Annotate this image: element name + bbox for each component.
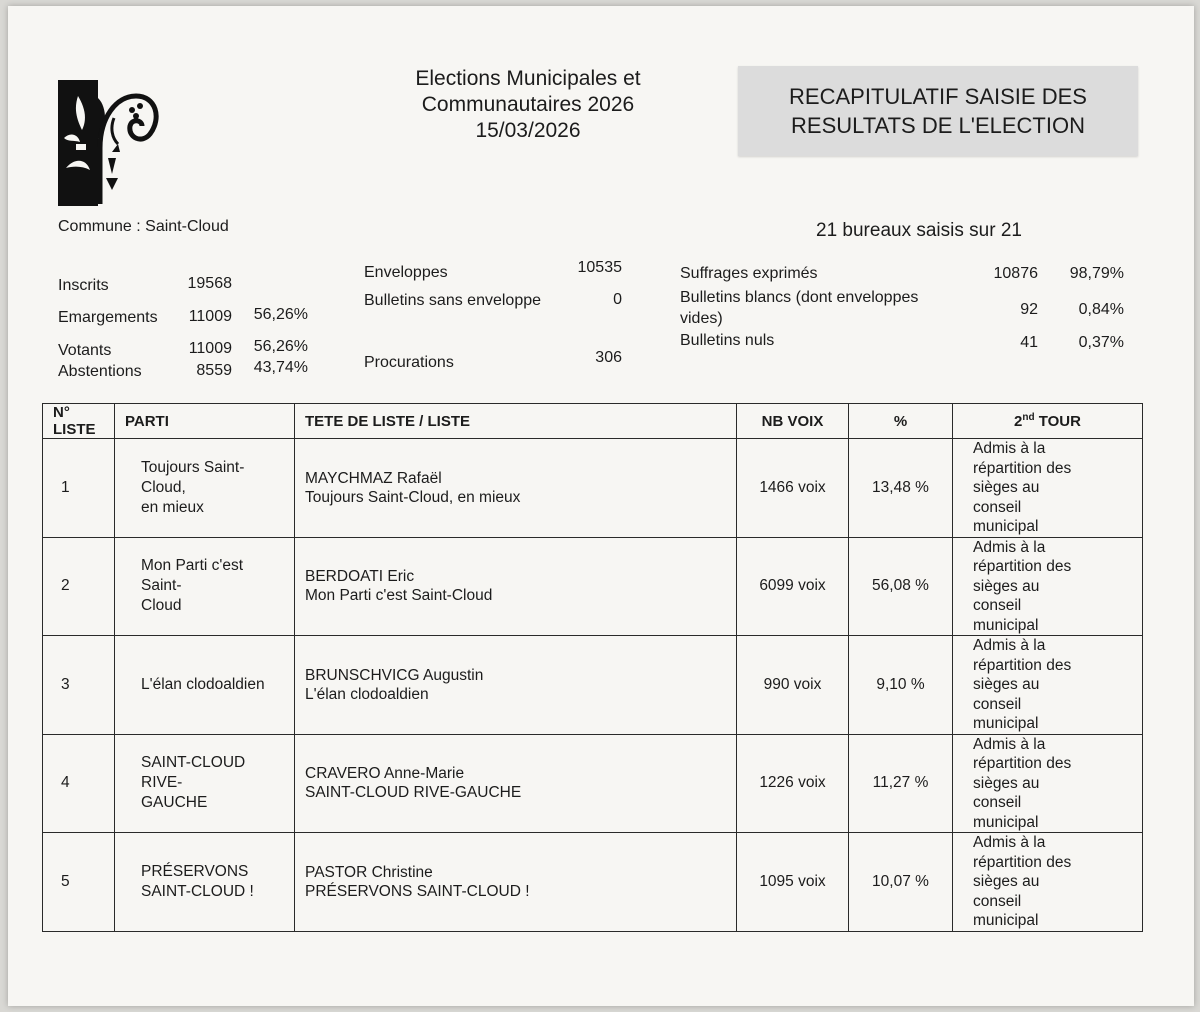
bureaux-count: 21 bureaux saisis sur 21 bbox=[816, 220, 1022, 241]
city-logo-icon bbox=[56, 78, 166, 208]
parti-line: GAUCHE bbox=[141, 794, 208, 812]
row-voix: 6099 voix bbox=[737, 537, 849, 636]
row-tour bbox=[953, 636, 1143, 735]
row-pct: 13,48 % bbox=[849, 439, 953, 538]
exprimes-value: 10876 bbox=[993, 265, 1038, 282]
tete-name: BRUNSCHVICG Augustin bbox=[305, 666, 484, 684]
procurations-value: 306 bbox=[595, 349, 622, 366]
tete-liste: Toujours Saint-Cloud, en mieux bbox=[305, 488, 521, 506]
tete-name: MAYCHMAZ Rafaël bbox=[305, 469, 442, 487]
tour-line: conseil bbox=[973, 892, 1022, 910]
title-date: 15/03/2026 bbox=[475, 119, 581, 142]
commune-label: Commune : Saint-Cloud bbox=[58, 218, 229, 235]
header-tour-suffix: nd bbox=[1022, 412, 1035, 423]
enveloppes-label: Enveloppes bbox=[364, 264, 448, 281]
row-parti bbox=[115, 636, 295, 735]
tour-line: répartition des bbox=[973, 558, 1072, 575]
tour-line: Admis à la bbox=[973, 440, 1046, 457]
row-tour bbox=[953, 833, 1143, 932]
exprimes-pct: 98,79% bbox=[1069, 265, 1124, 282]
tour-line: répartition des bbox=[973, 853, 1072, 871]
emargements-label: Emargements bbox=[58, 309, 158, 326]
recap-line-1: RECAPITULATIF SAISIE DES bbox=[789, 84, 1087, 109]
table-row bbox=[43, 833, 1143, 932]
nuls-value: 41 bbox=[1020, 334, 1038, 351]
tour-line: municipal bbox=[973, 616, 1039, 634]
abstentions-pct: 43,74% bbox=[253, 359, 308, 376]
results-table bbox=[42, 403, 1143, 932]
row-tete bbox=[295, 537, 737, 636]
enveloppes-value: 10535 bbox=[577, 259, 622, 276]
row-parti bbox=[115, 734, 295, 833]
row-num: 2 bbox=[43, 537, 115, 636]
row-pct: 10,07 % bbox=[849, 833, 953, 932]
inscrits-label: Inscrits bbox=[58, 277, 109, 294]
tour-line: conseil bbox=[973, 794, 1022, 811]
row-voix: 1226 voix bbox=[737, 734, 849, 833]
inscrits-value: 19568 bbox=[187, 275, 232, 292]
tete-liste: Mon Parti c'est Saint-Cloud bbox=[305, 587, 493, 605]
tete-name: CRAVERO Anne-Marie bbox=[305, 765, 465, 783]
tour-line: municipal bbox=[973, 715, 1039, 732]
table-row bbox=[43, 439, 1143, 538]
parti-line: SAINT-CLOUD RIVE- bbox=[141, 754, 246, 792]
tour-line: sièges au bbox=[973, 873, 1040, 890]
header-tete: TETE DE LISTE / LISTE bbox=[295, 404, 737, 439]
parti-line: Toujours Saint-Cloud, bbox=[141, 458, 245, 496]
tour-line: Admis à la bbox=[973, 637, 1046, 654]
row-parti bbox=[115, 439, 295, 538]
tour-line: sièges au bbox=[973, 479, 1040, 496]
row-num: 1 bbox=[43, 439, 115, 538]
exprimes-label: Suffrages exprimés bbox=[680, 265, 818, 282]
header-second-tour bbox=[953, 404, 1143, 439]
procurations-label: Procurations bbox=[364, 354, 454, 371]
tour-line: municipal bbox=[973, 912, 1039, 929]
nuls-label: Bulletins nuls bbox=[680, 332, 775, 349]
emargements-pct: 56,26% bbox=[253, 306, 308, 323]
row-pct: 11,27 % bbox=[849, 734, 953, 833]
blancs-value: 92 bbox=[1020, 301, 1038, 318]
row-num: 3 bbox=[43, 636, 115, 735]
nuls-pct: 0,37% bbox=[1078, 334, 1124, 351]
recap-banner bbox=[738, 66, 1138, 156]
header-tour-number: 2 bbox=[1014, 413, 1023, 430]
tour-line: conseil bbox=[973, 695, 1022, 713]
row-tete bbox=[295, 439, 737, 538]
parti-line: Cloud bbox=[141, 597, 182, 615]
votants-pct: 56,26% bbox=[253, 338, 308, 355]
parti-line: PRÉSERVONS bbox=[141, 862, 249, 880]
row-voix: 1466 voix bbox=[737, 439, 849, 538]
blancs-label-cont: vides) bbox=[680, 310, 723, 327]
parti-line: Mon Parti c'est Saint- bbox=[141, 557, 244, 595]
recap-line-2: RESULTATS DE L'ELECTION bbox=[791, 113, 1085, 138]
tour-line: Admis à la bbox=[973, 834, 1046, 851]
header-voix: NB VOIX bbox=[737, 404, 849, 439]
row-voix: 990 voix bbox=[737, 636, 849, 735]
tour-line: sièges au bbox=[973, 676, 1040, 693]
header-pct: % bbox=[849, 404, 953, 439]
header-tour-word: TOUR bbox=[1034, 413, 1081, 430]
row-pct: 9,10 % bbox=[849, 636, 953, 735]
row-parti bbox=[115, 537, 295, 636]
table-row bbox=[43, 734, 1143, 833]
blancs-pct: 0,84% bbox=[1078, 301, 1124, 318]
parti-line: L'élan clodoaldien bbox=[141, 675, 265, 693]
tour-line: conseil bbox=[973, 498, 1022, 516]
table-row bbox=[43, 537, 1143, 636]
tour-line: répartition des bbox=[973, 755, 1072, 772]
row-tete bbox=[295, 636, 737, 735]
parti-line: SAINT-CLOUD ! bbox=[141, 882, 254, 900]
abstentions-label: Abstentions bbox=[58, 363, 142, 380]
table-row bbox=[43, 636, 1143, 735]
tour-line: répartition des bbox=[973, 459, 1072, 477]
votants-value: 11009 bbox=[188, 340, 232, 357]
tour-line: répartition des bbox=[973, 656, 1072, 674]
row-tour bbox=[953, 734, 1143, 833]
title-line-1: Elections Municipales et bbox=[415, 67, 641, 90]
document-sheet bbox=[8, 6, 1194, 1006]
title-line-2: Communautaires 2026 bbox=[421, 93, 635, 116]
tour-line: sièges au bbox=[973, 774, 1040, 792]
row-parti bbox=[115, 833, 295, 932]
sans-enveloppe-label: Bulletins sans enveloppe bbox=[364, 292, 542, 309]
row-tete bbox=[295, 734, 737, 833]
sans-enveloppe-value: 0 bbox=[613, 291, 622, 308]
votants-label: Votants bbox=[58, 342, 112, 359]
row-num: 4 bbox=[43, 734, 115, 833]
tete-name: BERDOATI Eric bbox=[305, 568, 415, 586]
tour-line: Admis à la bbox=[973, 735, 1046, 753]
tete-liste: PRÉSERVONS SAINT-CLOUD ! bbox=[305, 882, 530, 900]
table-header-row bbox=[43, 404, 1143, 439]
election-title bbox=[368, 66, 688, 144]
emargements-value: 11009 bbox=[188, 308, 232, 325]
header-num: N° LISTE bbox=[43, 404, 115, 439]
parti-line: en mieux bbox=[141, 498, 204, 516]
tour-line: Admis à la bbox=[973, 538, 1046, 556]
tour-line: sièges au bbox=[973, 577, 1040, 595]
row-tour bbox=[953, 439, 1143, 538]
tete-liste: SAINT-CLOUD RIVE-GAUCHE bbox=[305, 784, 522, 802]
row-tour bbox=[953, 537, 1143, 636]
tour-line: municipal bbox=[973, 813, 1039, 831]
tour-line: conseil bbox=[973, 597, 1022, 614]
tete-liste: L'élan clodoaldien bbox=[305, 685, 429, 703]
blancs-label: Bulletins blancs (dont enveloppes bbox=[680, 289, 919, 306]
tour-line: municipal bbox=[973, 518, 1039, 535]
row-pct: 56,08 % bbox=[849, 537, 953, 636]
abstentions-value: 8559 bbox=[196, 362, 232, 379]
row-tete bbox=[295, 833, 737, 932]
row-num: 5 bbox=[43, 833, 115, 932]
tete-name: PASTOR Christine bbox=[305, 863, 433, 881]
header-parti: PARTI bbox=[115, 404, 295, 439]
row-voix: 1095 voix bbox=[737, 833, 849, 932]
